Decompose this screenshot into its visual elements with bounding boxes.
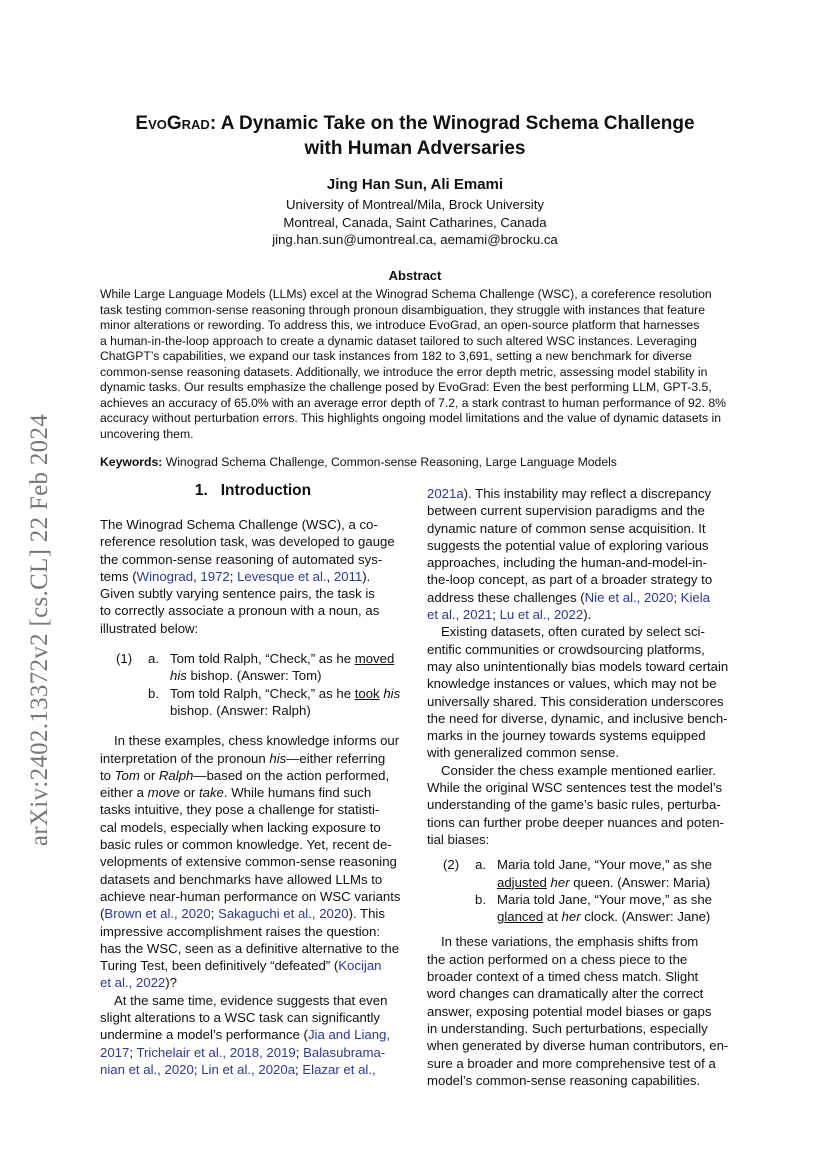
text-line (427, 589, 735, 606)
title-line2: with Human Adversaries (304, 138, 526, 159)
text-line (100, 750, 408, 767)
citation-link[interactable]: Levesque et al. (237, 568, 327, 584)
citation-link[interactable]: Nie et al., 2020 (584, 589, 674, 605)
example-2b-line2 (427, 908, 735, 925)
text-span: or (179, 785, 199, 801)
text-line: knowledge instances or values, which may not be (427, 676, 717, 692)
abstract-line: a human-in-the-loop approach to create a dynamic dataset tailored to such altered WSC instances. Leveraging (100, 333, 697, 348)
abstract-line: task testing common-sense reasoning through pronoun disambiguation, they struggle with instances that feature (100, 302, 705, 317)
text-line: In these variations, the emphasis shifts from (441, 934, 699, 950)
text-span: or (139, 767, 159, 783)
citation-link[interactable]: 2011 (333, 568, 363, 584)
example-1b-line1 (100, 685, 408, 702)
example-letter: a. (475, 857, 486, 873)
text-span: ; (295, 1061, 303, 1077)
text-span: ; (210, 906, 219, 922)
text-span: Tom told Ralph, “Check,” as he (170, 651, 355, 667)
text-line (100, 957, 408, 974)
example-letter: b. (475, 891, 486, 907)
text-span: )? (165, 975, 177, 991)
keywords-label: Keywords: (100, 455, 163, 469)
italic-word: move (147, 785, 180, 801)
text-line: the need for diverse, dynamic, and inclusive bench- (427, 710, 728, 726)
text-span: to (100, 767, 115, 783)
text-line: word changes can dramatically alter the correct (427, 986, 704, 1002)
section-title: Introduction (220, 482, 312, 499)
citation-link[interactable]: et al., 2021 (427, 607, 493, 623)
text-line: slight alterations to a WSC task can significantly (100, 1010, 380, 1026)
text-line: to correctly associate a pronoun with a noun, as (100, 603, 380, 619)
italic-word: take (198, 785, 224, 801)
text-line: Consider the chess example mentioned earlier. (441, 762, 716, 778)
text-span: —either referring (286, 750, 386, 766)
text-line: While the original WSC sentences test the model’s (427, 780, 723, 796)
underlined-word: moved (354, 651, 395, 667)
italic-word: his (383, 685, 401, 701)
text-line: Existing datasets, often curated by select sci- (441, 624, 705, 640)
affiliation-line: University of Montreal/Mila, Brock University (286, 197, 544, 212)
text-line: the-loop concept, as part of a broader strategy to (427, 572, 713, 588)
title-line1: : A Dynamic Take on the Winograd Schema Challenge (209, 113, 695, 134)
citation-link[interactable]: Trichelair et al., 2018, 2019 (136, 1044, 296, 1060)
citation-link[interactable]: Winograd (136, 568, 194, 584)
text-span: bishop. (Answer: Tom) (186, 668, 322, 684)
text-span: ; (193, 1061, 202, 1077)
text-line (100, 905, 408, 922)
right-column (427, 485, 735, 1089)
text-line: datasets and benchmarks have allowed LLMs to (100, 871, 383, 887)
text-span: ). This instability may reflect a discrepancy (463, 486, 712, 501)
underlined-word: glanced (497, 909, 544, 925)
text-line: answer, exposing potential model biases or gaps (427, 1003, 712, 1019)
arxiv-id: arXiv:2402.13372v2 [cs.CL] 22 Feb 2024 (26, 413, 54, 847)
text-line (100, 767, 408, 784)
text-line: At the same time, evidence suggests that even (114, 992, 388, 1008)
text-span: clock. (Answer: Jane) (580, 909, 711, 925)
text-line: universally shared. This consideration underscores (427, 693, 724, 709)
text-line: impressive accomplishment raises the question: (100, 923, 380, 939)
italic-word: Tom (114, 767, 140, 783)
text-line: may also unintentionally bias models toward certain (427, 658, 729, 674)
text-line: has the WSC, seen as a definitive alternative to the (100, 940, 400, 956)
abstract-line: common-sense reasoning datasets. Additionally, we introduce the error depth metric, assessing model stability in (100, 364, 708, 379)
paper-title (80, 111, 750, 161)
title-system-name: EvoGrad (135, 113, 210, 134)
example-1a-line2 (100, 667, 408, 684)
citation-link[interactable]: et al., 2022 (100, 975, 166, 991)
citation-link[interactable]: 2021a (427, 486, 464, 501)
text-span: . While humans find such (223, 785, 372, 801)
spacer (100, 637, 408, 650)
text-line: tial biases: (427, 831, 490, 847)
text-line (100, 1044, 408, 1061)
affiliations (150, 196, 680, 249)
text-line (100, 568, 408, 585)
text-span: tems ( (100, 568, 137, 584)
text-span: ; (129, 1044, 137, 1060)
text-span: ). (362, 568, 371, 584)
text-line: tasks intuitive, they pose a challenge for statisti- (100, 802, 380, 818)
italic-word: her (561, 909, 581, 925)
text-span: ; (492, 607, 500, 623)
example-letter: b. (148, 685, 159, 701)
text-line: suggests the potential value of exploring various (427, 537, 709, 553)
italic-word: his (269, 750, 287, 766)
abstract-heading: Abstract (388, 268, 442, 283)
citation-link[interactable]: Sakaguchi et al., 2020 (218, 906, 349, 922)
abstract-line: accuracy without perturbation errors. This highlights ongoing model limitations and the value of dynamic datasets in (100, 411, 721, 425)
text-line: sure a broader and more comprehensive test of a (427, 1055, 716, 1071)
italic-word: Ralph (158, 767, 194, 783)
text-span: Maria told Jane, “Your move,” as she (497, 857, 713, 873)
text-line: model’s common-sense reasoning capabilities. (427, 1072, 701, 1088)
citation-link[interactable]: Kocijan (338, 958, 382, 974)
italic-word: his (170, 668, 187, 684)
text-line: illustrated below: (100, 620, 199, 636)
citation-link[interactable]: Balasubrama- (303, 1044, 386, 1060)
section-number: 1. (194, 482, 208, 499)
text-span: ( (100, 906, 105, 922)
text-line (100, 974, 408, 991)
text-line: entific communities or crowdsourcing platforms, (427, 641, 705, 657)
text-line: between current supervision paradigms and the (427, 503, 705, 519)
text-span: , (193, 568, 201, 584)
spacer (427, 848, 735, 856)
text-line: dynamic nature of common sense acquisition. It (427, 520, 706, 536)
affiliation-line: Montreal, Canada, Saint Catharines, Canada (283, 214, 547, 230)
text-span: Maria told Jane, “Your move,” as she (497, 891, 713, 907)
text-line: achieve near-human performance on WSC variants (100, 888, 401, 904)
abstract-line: dynamic tasks. Our results emphasize the challenge posed by EvoGrad: Even the best performing LLM, GPT-3.5, (100, 380, 712, 394)
text-line: velopments of extensive common-sense reasoning (100, 854, 397, 870)
text-line: the common-sense reasoning of automated sys- (100, 551, 383, 567)
text-span: ; (673, 589, 681, 605)
keywords (100, 455, 617, 469)
author-emails: jing.han.sun@umontreal.ca, aemami@brocku.ca (272, 232, 558, 247)
arxiv-watermark (20, 413, 60, 847)
text-line: reference resolution task, was developed to gauge (100, 534, 395, 550)
abstract-body (100, 287, 732, 442)
example-2a-line2 (427, 874, 735, 891)
text-span: address these challenges ( (427, 589, 585, 605)
text-line: approaches, including the human-and-model-in- (427, 555, 708, 571)
citation-link[interactable]: 2017 (100, 1044, 130, 1060)
citation-link[interactable]: Lu et al., 2022 (499, 607, 584, 623)
text-span: undermine a model’s performance ( (100, 1027, 308, 1043)
abstract-line: minor alterations or rewording. To address this, we introduce EvoGrad, an open-source platform that harnesses (100, 318, 700, 332)
example-1a-line1 (100, 650, 408, 667)
example-2a-line1 (427, 856, 735, 873)
text-line: when generated by diverse human contributors, en- (427, 1038, 729, 1054)
text-line: In these examples, chess knowledge informs our (114, 733, 400, 749)
spacer (427, 925, 735, 933)
text-line (100, 1026, 408, 1043)
underlined-word: adjusted (497, 874, 547, 890)
text-line: broader context of a timed chess match. Slight (427, 969, 699, 985)
text-line (100, 784, 408, 801)
text-line (427, 606, 735, 623)
citation-link[interactable]: Elazar et al., (302, 1061, 376, 1077)
text-line: basic rules or common knowledge. Yet, recent de- (100, 837, 392, 853)
text-line: tions can further probe deeper nuances and poten- (427, 814, 724, 830)
text-span: Turing Test, been definitively “defeated” ( (100, 958, 339, 974)
text-line: Given subtly varying sentence pairs, the task is (100, 586, 375, 602)
citation-link[interactable]: Lin et al., 2020a (201, 1061, 296, 1077)
text-line: The Winograd Schema Challenge (WSC), a co- (100, 517, 378, 532)
spacer (100, 719, 408, 732)
abstract-line: uncovering them. (100, 426, 194, 441)
abstract-line: While Large Language Models (LLMs) excel at the Winograd Schema Challenge (WSC), a coreference resolution (100, 287, 712, 301)
text-span: Tom told Ralph, “Check,” as he (170, 685, 355, 701)
text-line: in understanding. Such perturbations, especially (427, 1020, 708, 1036)
text-line (100, 1061, 408, 1078)
underlined-word: took (354, 685, 380, 701)
example-2b-line1 (427, 891, 735, 908)
text-span: at (543, 909, 562, 925)
text-span: , (326, 568, 334, 584)
example-number: (1) (116, 651, 133, 667)
citation-link[interactable]: nian et al., 2020 (100, 1061, 194, 1077)
authors: Jing Han Sun, Ali Emami (326, 176, 504, 193)
example-number: (2) (443, 857, 460, 873)
italic-word: her (550, 874, 570, 890)
text-span: ). (583, 607, 592, 623)
text-line: cal models, especially when lacking exposure to (100, 819, 381, 835)
abstract-line: achieves an accuracy of 65.0% with an average error depth of 7.2, a stark contrast to human performance of 92. 8% (100, 395, 726, 410)
citation-link[interactable]: 1972 (200, 568, 230, 584)
keywords-text: Winograd Schema Challenge, Common-sense Reasoning, Large Language Models (162, 455, 617, 469)
text-line (427, 485, 735, 502)
text-span: bishop. (Answer: Ralph) (170, 702, 311, 718)
text-line: understanding of the game’s basic rules, perturba- (427, 797, 721, 813)
text-span: ; (229, 568, 238, 584)
example-1b-line2 (100, 702, 408, 719)
section-heading (100, 482, 406, 500)
citation-link[interactable]: Jia and Liang, (307, 1027, 391, 1043)
left-column (100, 516, 408, 1078)
text-span: either a (100, 785, 148, 801)
text-span: ; (295, 1044, 304, 1060)
text-span: —based on the action performed, (193, 767, 390, 783)
citation-link[interactable]: Brown et al., 2020 (104, 906, 211, 922)
abstract-line: ChatGPT’s capabilities, we expand our task instances from 182 to 3,691, setting a new benchmark for diverse (100, 349, 692, 363)
example-letter: a. (148, 651, 159, 667)
text-line: marks in the journey towards systems equipped (427, 728, 706, 744)
text-span: ). This (348, 906, 385, 922)
text-span: interpretation of the pronoun (100, 750, 270, 766)
text-line: with generalized common sense. (427, 745, 620, 761)
text-span: queen. (Answer: Maria) (569, 874, 711, 890)
citation-link[interactable]: Kiela (680, 589, 710, 605)
text-line: the action performed on a chess piece to the (427, 951, 688, 967)
